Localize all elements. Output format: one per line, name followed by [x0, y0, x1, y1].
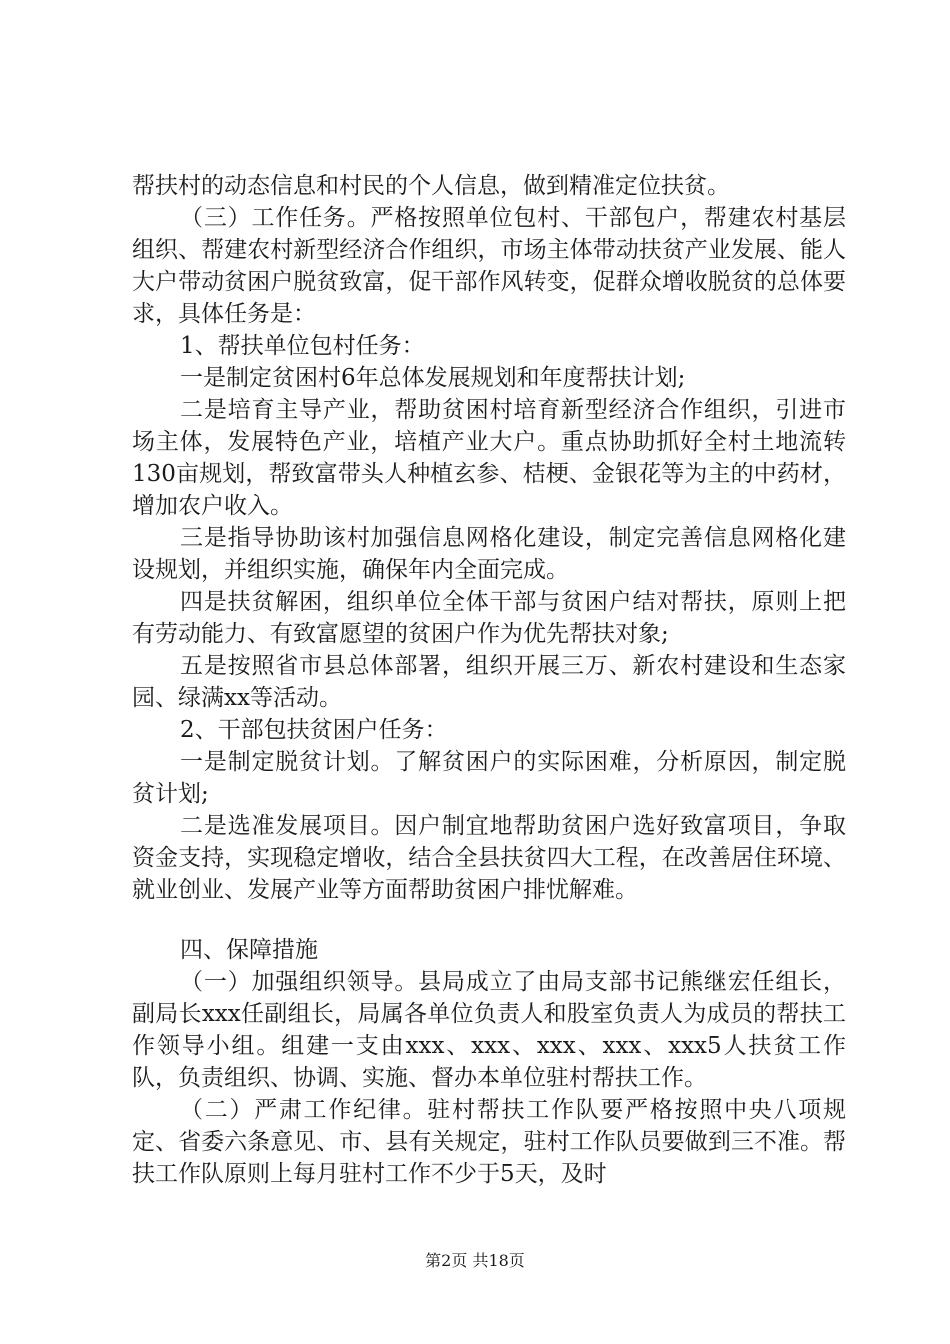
paragraph-task-two: 二是培育主导产业，帮助贫困村培育新型经济合作组织，引进市场主体，发展特色产业，培植产业大户。重点协助抓好全村土地流转130亩规划，帮致富带头人种植玄参、桔梗、金银花等为主的中药材，增加农户收入。 [132, 397, 846, 519]
paragraph-task-four: 四是扶贫解困，组织单位全体干部与贫困户结对帮扶，原则上把有劳动能力、有致富愿望的贫困户作为优先帮扶对象; [132, 589, 846, 647]
paragraph-continuation: 帮扶村的动态信息和村民的个人信息，做到精准定位扶贫。 [132, 173, 730, 199]
paragraph-task-five: 五是按照省市县总体部署，组织开展三万、新农村建设和生态家园、绿满xx等活动。 [132, 653, 846, 711]
paragraph-task-three: 三是指导协助该村加强信息网格化建设，制定完善信息网格化建设规划，并组织实施，确保年内全面完成。 [132, 525, 846, 583]
section-heading-safeguards: 四、保障措施 [180, 937, 318, 963]
page-number-footer: 第2页 共18页 [425, 1251, 525, 1270]
paragraph-work-discipline: （二）严肃工作纪律。驻村帮扶工作队要严格按照中央八项规定、省委六条意见、市、县有关规定，驻村工作队员要做到三不准。帮扶工作队原则上每月驻村工作不少于5天，及时 [132, 1097, 846, 1187]
paragraph-work-tasks: （三）工作任务。严格按照单位包村、干部包户，帮建农村基层组织、帮建农村新型经济合作组织，市场主体带动扶贫产业发展、能人大户带动贫困户脱贫致富，促干部作风转变，促群众增收脱贫的总体要求，具体任务是： [132, 205, 846, 327]
document-body [132, 170, 846, 1190]
paragraph-cadre-task-two: 二是选准发展项目。因户制宜地帮助贫困户选好致富项目，争取资金支持，实现稳定增收，结合全县扶贫四大工程，在改善居住环境、就业创业、发展产业等方面帮助贫困户排忧解难。 [132, 813, 846, 903]
paragraph-organization-leadership: （一）加强组织领导。县局成立了由局支部书记熊继宏任组长，副局长xxx任副组长，局属各单位负责人和股室负责人为成员的帮扶工作领导小组。组建一支由xxx、xxx、xxx、xxx、xxx5人扶贫工作队，负责组织、协调、实施、督办本单位驻村帮扶工作。 [132, 969, 846, 1091]
paragraph-cadre-household-tasks-heading: 2、干部包扶贫困户任务： [180, 717, 448, 743]
paragraph-unit-village-tasks-heading: 1、帮扶单位包村任务： [180, 333, 425, 359]
paragraph-task-one: 一是制定贫困村6年总体发展规划和年度帮扶计划; [180, 365, 686, 391]
paragraph-cadre-task-one: 一是制定脱贫计划。了解贫困户的实际困难，分析原因，制定脱贫计划; [132, 749, 846, 807]
